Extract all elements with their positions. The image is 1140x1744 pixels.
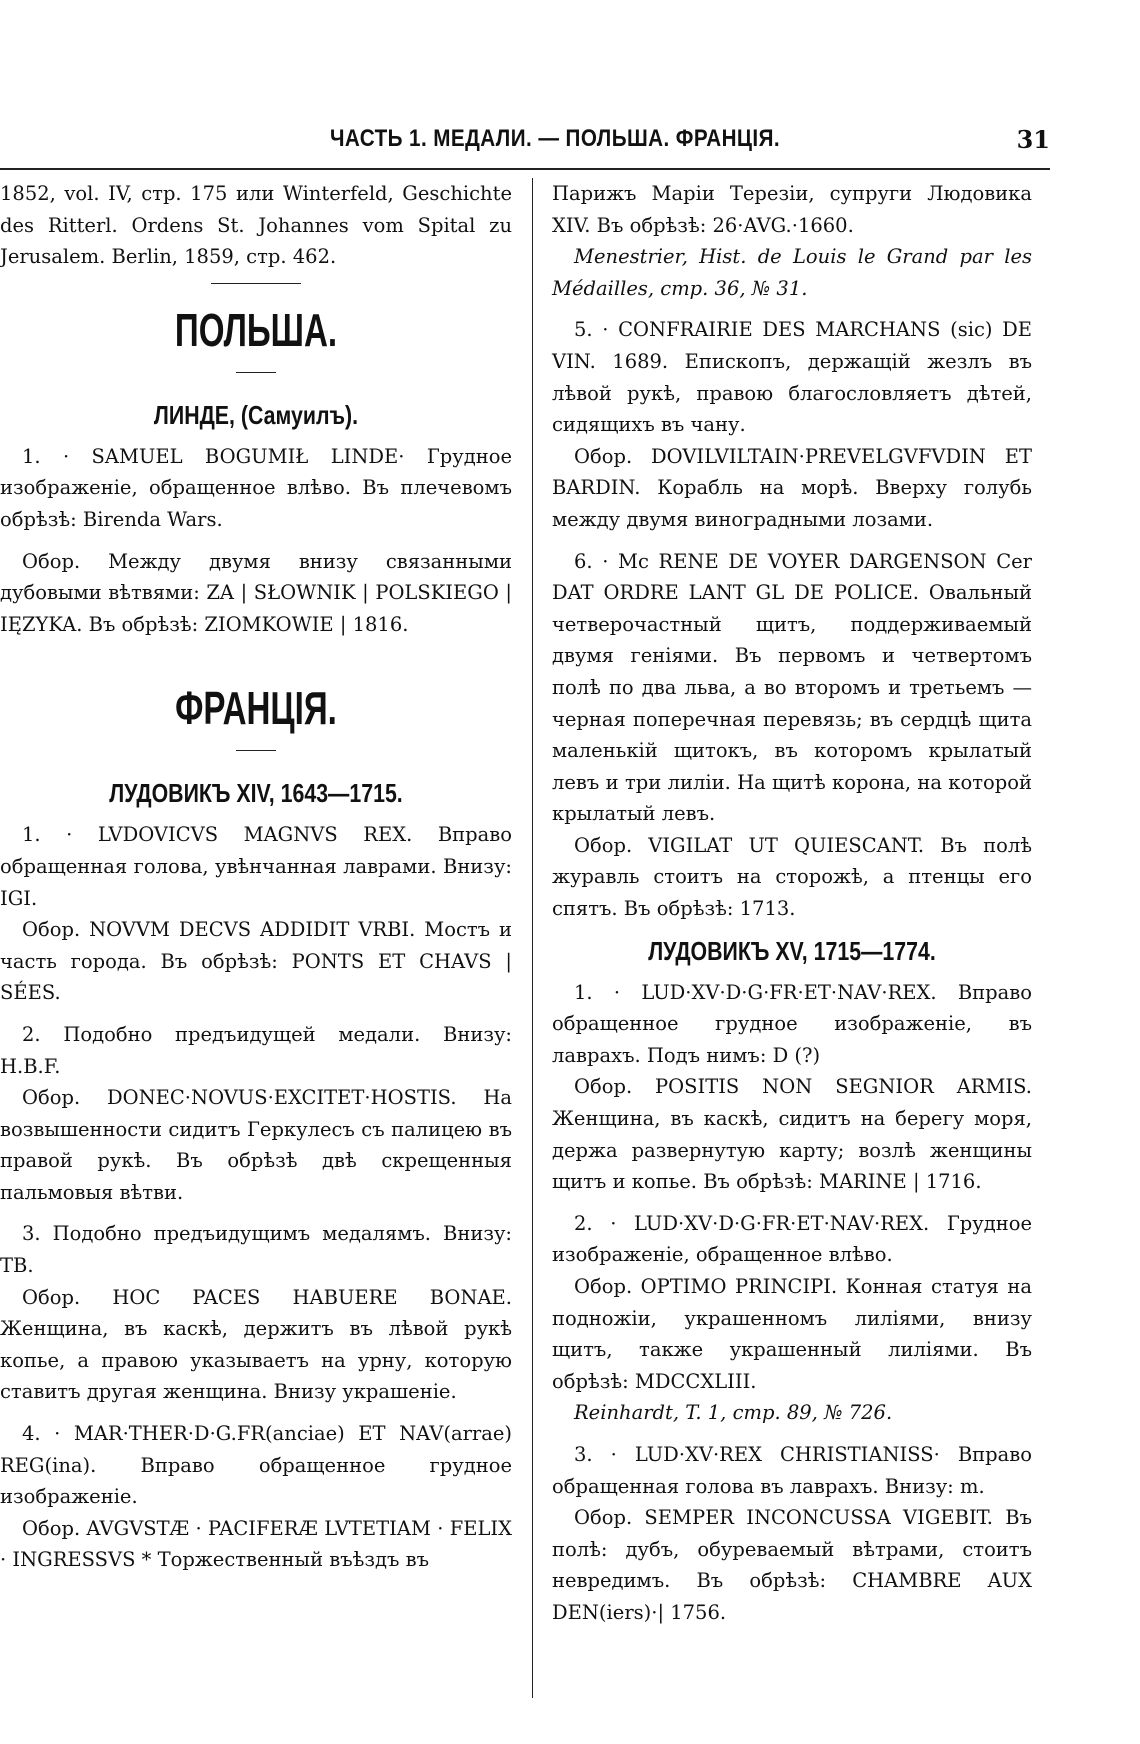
medal-entry-louis14-6: 6. · Mc RENE DE VOYER DARGENSON Cer DAT ORDRE LANT GL DE POLICE. Овальный четверочастный щитъ, поддерживаемый двумя геніями. Въ первомъ и четвертомъ полѣ по два льва, а во второмъ и третьемъ — черная поперечная перевязь; въ сердцѣ щита маленькій щитокъ, въ которомъ крылатый левъ и три лиліи. На щитѣ корона, на которой крылатый левъ. bbox=[552, 549, 1032, 826]
ruler-heading-louis-xv: ЛУДОВИКЪ XV, 1715—1774. bbox=[648, 935, 936, 966]
medal-entry-louis14-1: 1. · LVDOVICVS MAGNVS REX. Вправо обращенная голова, увѣнчанная лаврами. Внизу: IGI. bbox=[0, 823, 512, 910]
medal-obverse-louis15-2: Обор. OPTIMO PRINCIPI. Конная статуя на подножіи, украшенномъ лиліями, внизу щитъ, также украшенный лиліями. Въ обрѣзѣ: MDCCXLIII. bbox=[552, 1275, 1032, 1393]
medal-entry-louis15-3: 3. · LUD·XV·REX CHRISTIANISS· Вправо обращенная голова въ лаврахъ. Внизу: m. bbox=[552, 1442, 1032, 1498]
section-rule bbox=[211, 283, 301, 284]
bibliographic-reference: Reinhardt, T. 1, стр. 89, № 726. bbox=[574, 1401, 893, 1425]
medal-obverse-louis14-6: Обор. VIGILAT UT QUIESCANT. Въ полѣ журавль стоитъ на сторожѣ, а птенцы его спятъ. Въ обрѣзѣ: 1713. bbox=[552, 833, 1032, 921]
medal-obverse-louis14-2: Обор. DONEC·NOVUS·EXCITET·HOSTIS. На возвышенности сидитъ Геркулесъ съ палицею въ правой рукѣ. Въ обрѣзѣ двѣ скрещенныя пальмовыя вѣтви. bbox=[0, 1086, 512, 1204]
left-column bbox=[0, 178, 512, 1576]
page-number: 31 bbox=[1016, 125, 1050, 154]
running-head bbox=[60, 125, 1050, 165]
right-column bbox=[552, 178, 1032, 1629]
country-heading-poland: ПОЛЬША. bbox=[174, 303, 338, 356]
medal-obverse-louis14-4-continued: Парижъ Маріи Терезіи, супруги Людовика XIV. Въ обрѣзѣ: 26·AVG.·1660. bbox=[552, 182, 1032, 237]
medal-entry-louis14-3: 3. Подобно предъидущимъ медалямъ. Внизу: TB. bbox=[0, 1222, 512, 1278]
person-heading-linde: ЛИНДЕ, (Самуилъ). bbox=[153, 399, 359, 430]
bibliographic-reference: Menestrier, Hist. de Louis le Grand par les Médailles, стр. 36, № 31. bbox=[552, 245, 1032, 300]
reference-continued: 1852, vol. IV, стр. 175 или Winterfeld, Geschichte des Ritterl. Ordens St. Johannes vom Spital zu Jerusalem. Berlin, 1859, стр. 462. bbox=[0, 182, 512, 269]
medal-obverse-louis15-3: Обор. SEMPER INCONCUSSA VIGEBIT. Въ полѣ: дубъ, обуреваемый вѣтрами, стоитъ невредимъ. Въ обрѣзѣ: CHAMBRE AUX DEN(iers)·| 1756. bbox=[552, 1506, 1032, 1624]
medal-entry-linde-1: 1. · SAMUEL BOGUMIŁ LINDE· Грудное изображеніе, обращенное влѣво. Въ плечевомъ обрѣзѣ: Birenda Wars. bbox=[0, 444, 512, 531]
section-rule bbox=[236, 750, 276, 751]
running-title: ЧАСТЬ 1. МЕДАЛИ. — ПОЛЬША. ФРАНЦІЯ. bbox=[329, 125, 781, 152]
medal-obverse-louis14-5: Обор. DOVILVILTAIN·PREVELGVFVDIN ET BARDIN. Корабль на морѣ. Вверху голубь между двумя виноградными лозами. bbox=[552, 444, 1032, 531]
ruler-heading-louis-xiv: ЛУДОВИКЪ XIV, 1643—1715. bbox=[109, 778, 403, 809]
medal-entry-louis15-2: 2. · LUD·XV·D·G·FR·ET·NAV·REX. Грудное изображеніе, обращенное влѣво. bbox=[552, 1211, 1032, 1267]
column-divider bbox=[532, 178, 533, 1698]
medal-entry-louis15-1: 1. · LUD·XV·D·G·FR·ET·NAV·REX. Вправо обращенное грудное изображеніе, въ лаврахъ. Подъ нимъ: D (?) bbox=[552, 980, 1032, 1067]
medal-obverse-louis14-3: Обор. HOC PACES HABUERE BONAE. Женщина, въ каскѣ, держитъ въ лѣвой рукѣ копье, а правою указываетъ на урну, которую ставитъ другая женщина. Внизу украшеніе. bbox=[0, 1285, 512, 1404]
medal-obverse-louis14-4: Обор. AVGVSTÆ · PACIFERÆ LVTETIAM · FELIX · INGRESSVS * Торжественный въѣздъ въ bbox=[0, 1516, 512, 1572]
section-rule bbox=[236, 372, 276, 373]
medal-obverse-louis14-1: Обор. NOVVM DECVS ADDIDIT VRBI. Мостъ и часть города. Въ обрѣзѣ: PONTS ET CHAVS | SÉES. bbox=[0, 918, 512, 1005]
medal-obverse-louis15-1: Обор. POSITIS NON SEGNIOR ARMIS. Женщина, въ каскѣ, сидитъ на берегу моря, держа развернутую карту; возлѣ женщины щитъ и копье. Въ обрѣзѣ: MARINE | 1716. bbox=[552, 1075, 1032, 1194]
header-rule bbox=[0, 168, 1050, 170]
medal-obverse-linde-1: Обор. Между двумя внизу связанными дубовыми вѣтвями: ZA | SŁOWNIK | POLSKIEGO | IĘZYKA. Въ обрѣзѣ: ZIOMKOWIE | 1816. bbox=[0, 549, 512, 636]
medal-entry-louis14-2: 2. Подобно предъидущей медали. Внизу: H.B.F. bbox=[0, 1022, 512, 1078]
medal-entry-louis14-4: 4. · MAR·THER·D·G.FR(anciae) ET NAV(arrae) REG(ina). Вправо обращенное грудное изображеніе. bbox=[0, 1422, 512, 1509]
medal-entry-louis14-5: 5. · CONFRAIRIE DES MARCHANS (sic) DE VIN. 1689. Епископъ, держащій жезлъ въ лѣвой рукѣ, правою благословляетъ дѣтей, сидящихъ въ чану. bbox=[552, 318, 1032, 437]
country-heading-france: ФРАНЦІЯ. bbox=[175, 682, 337, 735]
